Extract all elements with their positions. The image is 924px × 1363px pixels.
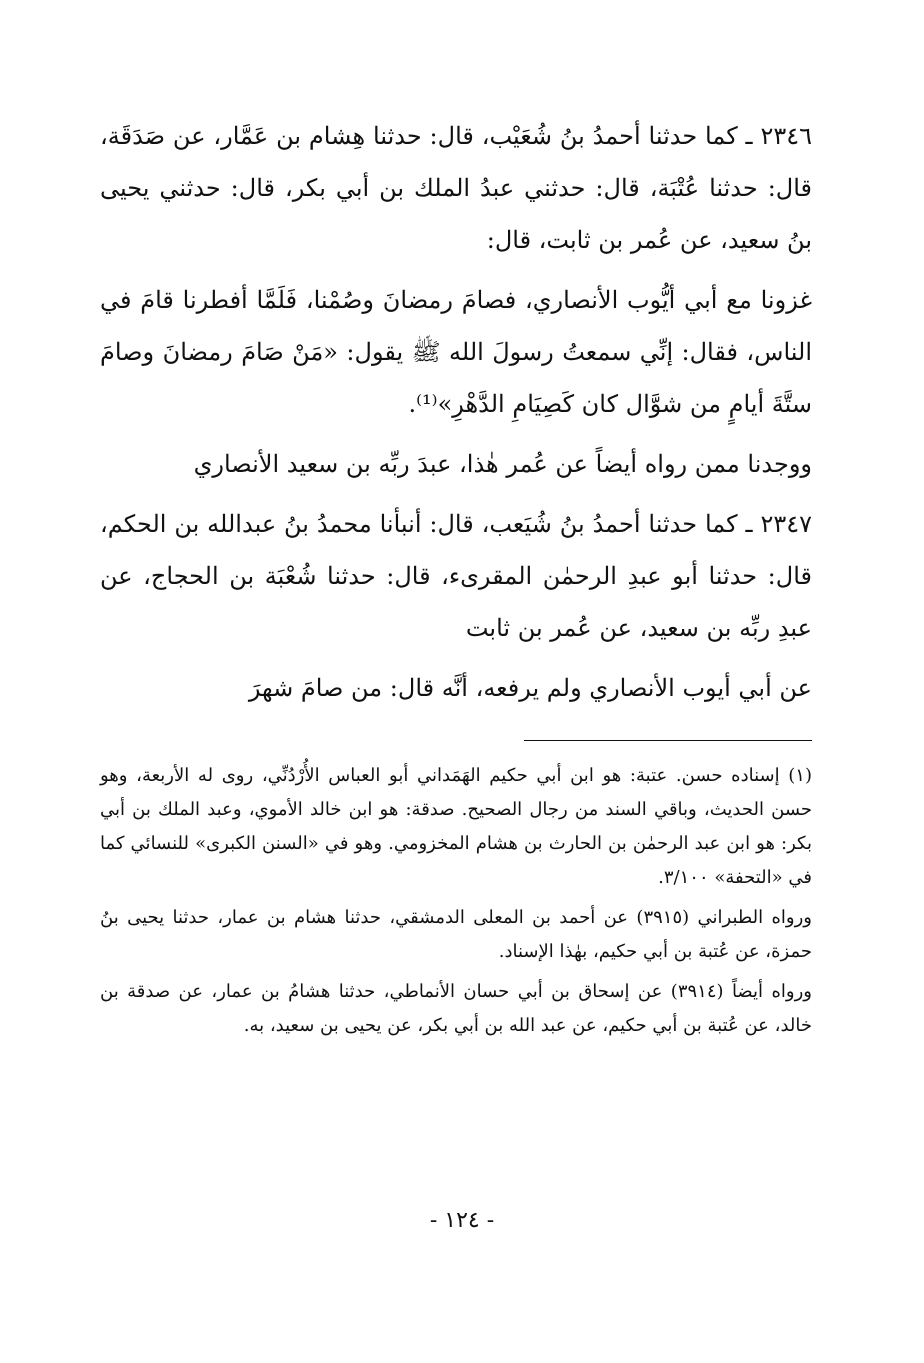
footnote-1-tabarani-3914: ورواه أيضاً (٣٩١٤) عن إسحاق بن أبي حسان الأنماطي، حدثنا هشامُ بن عمار، عن صدقة بن خالد، عن عُتبة بن أبي حكيم، عن عبد الله بن أبي بكر، عن يحيى بن سعيد، به. [100, 981, 812, 1036]
page-body [100, 110, 812, 1043]
footnote-divider [524, 740, 812, 741]
hadith-2347-intro: ووجدنا ممن رواه أيضاً عن عُمر هٰذا، عبدَ ربِّه بن سعيد الأنصاري [193, 450, 812, 478]
main-text [100, 110, 812, 714]
page-number: - ١٢٤ - [429, 1208, 495, 1233]
footnote-1: (١) إسناده حسن. عتبة: هو ابن أبي حكيم الهَمَداني أبو العباس الأُرْدُنِّي، روى له الأربعة، وهو حسن الحديث، وباقي السند من رجال الصحيح. صدقة: هو ابن خالد الأموي، وعبد الملك بن أبي بكر: هو ابن عبد الرحمٰن بن الحارث بن هشام المخزومي. وهو في «السنن الكبرى» للنسائي كما في «التحفة» ٣/١٠٠. [100, 765, 812, 888]
hadith-2347-text: عن أبي أيوب الأنصاري ولم يرفعه، أنَّه قال: من صامَ شهرَ [248, 674, 812, 702]
hadith-2346-text: غزونا مع أبي أيُّوب الأنصاري، فصامَ رمضانَ وصُمْنا، فَلَمَّا أفطرنا قامَ في الناس، فقال: إنِّي سمعتُ رسولَ الله ﷺ يقول: «مَنْ صَامَ رمضانَ وصامَ ستَّةَ أيامٍ من شوَّال كان كَصِيَامِ الدَّهْرِ»⁽¹⁾. [100, 286, 812, 418]
footnote-1-tabarani-3915: ورواه الطبراني (٣٩١٥) عن أحمد بن المعلى الدمشقي، حدثنا هشام بن عمار، حدثنا يحيى بنُ حمزة، عن عُتبة بن أبي حكيم، بهٰذا الإسناد. [100, 907, 812, 962]
hadith-2346-chain: ٢٣٤٦ ـ كما حدثنا أحمدُ بنُ شُعَيْب، قال: حدثنا هِشام بن عَمَّار، عن صَدَقَة، قال: حدثنا عُتْبَة، قال: حدثني عبدُ الملك بن أبي بكر، قال: حدثني يحيى بنُ سعيد، عن عُمر بن ثابت، قال: [100, 122, 812, 254]
footnotes [100, 759, 812, 1043]
hadith-2347-chain: ٢٣٤٧ ـ كما حدثنا أحمدُ بنُ شُيَعب، قال: أنبأنا محمدُ بنُ عبدالله بن الحكم، قال: حدثنا أبو عبدِ الرحمٰن المقرىء، قال: حدثنا شُعْبَة بن الحجاج، عن عبدِ ربِّه بن سعيد، عن عُمر بن ثابت [100, 510, 812, 642]
